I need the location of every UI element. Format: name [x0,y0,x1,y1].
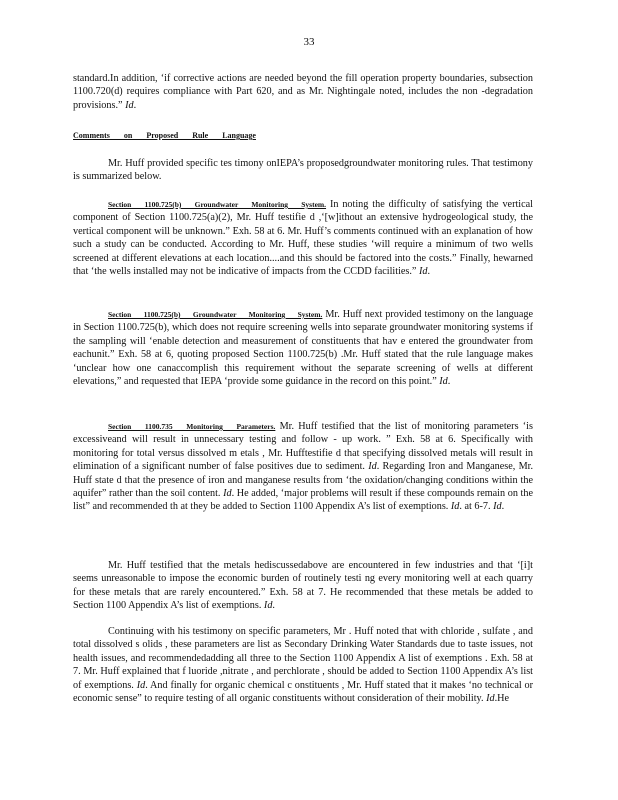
monitoring-parameters-text-1: Mr. Huff testified that the list of monitoring parameters ‘is excessiveand will result in unnecessary testing and follow - up work. ” Exh. 58 at 6. Specifically with monitoring for total versus dissolved m etals , Mr. Hufftestifie d that specifying dissolved metals will result in elimination of a significant number of false positives due to sediment. [73,421,533,473]
monitoring-parameters-text-3: . He added, ‘major problems will result if these compounds remain on the list” and recommended th at they be added to Section 1100 Appendix A’s list of exemptions. [73,488,533,513]
groundwater-system-tail: . [447,376,451,388]
continuing-text-3: .He [494,693,509,705]
testimony-summary-paragraph: Mr. Huff provided specific tes timony onIEPA’s proposedgroundwater monitoring rules. That testimony is summarized below. [73,158,533,183]
continuing-text-2: . And finally for organic chemical c onstituents , Mr. Huff stated that it makes ‘no technical or economic sense” to require testing of all organic constituents without consideration of their mobility. [73,679,534,705]
intro-citation: Id [125,99,134,111]
monitoring-parameters-citation-1: Id [368,461,377,473]
intro-tail: . [133,99,137,111]
groundwater-monitoring-paragraph [73,198,533,278]
continuing-citation-2: Id [486,693,495,705]
metals-text: Mr. Huff testified that the metals hediscussedabove are encountered in few industries and that ‘[i]t seems unreasonable to impose the economic burden of routinely testi ng every monitoring well at each quarry for these metals that are rarely encountered.” Exh. 58 at 7. He recommended that these metals be added to Section 1100 Appendix A’s list of exemptions. [73,560,533,612]
groundwater-monitoring-text: In noting the difficulty of satisfying the vertical component of Section 1100.725(a)(2), Mr. Huff testifie d ,‘[w]ithout an extensive hydrogeological study, the vertical component will be unknown.” Exh. 58 at 6. Mr. Huff’s comments continued with an explanation of how such a study can be conducted. According to Mr. Huff, these studies ‘will require a minimum of two wells screened at different elevations at each location....and this should be factored into the costs.” Finally, hewarned that ‘the wells installed may not be indicative of impacts from the CCDD facilities.” [73,199,534,278]
continuing-citation-1: Id [136,679,146,691]
page-number: 33 [303,36,315,48]
section-title-groundwater-system: Section 1100.725(b) Groundwater Monitoring System. [108,310,323,319]
groundwater-system-text: Mr. Huff next provided testimony on the language in Section 1100.725(b), which does not require screening wells into separate groundwater monitoring systems if the sampling will ‘enable detection and measurement of constituents that hav e entered the groundwater from eachunit.” Exh. 58 at 6, quoting proposed Section 1100.725(b) .Mr. Huff stated that the rule language makes ‘unclear how one canaccomplish this requirement without the separate screening of wells at different elevations,” and requested that IEPA ‘provide some guidance in the record on this point.” [73,309,534,388]
section-title-groundwater-monitoring: Section 1100.725(b) Groundwater Monitoring System. [108,200,327,209]
groundwater-system-paragraph [73,308,533,388]
monitoring-parameters-text-2: . Regarding Iron and Manganese, Mr. Huff state d that the presence of iron and manganese results from ‘the oxidation/changing conditions within the aquifer” rather than the soil content. [73,461,534,500]
intro-paragraph [73,72,533,112]
groundwater-monitoring-citation: Id [419,266,428,278]
section-title-monitoring-parameters: Section 1100.735 Monitoring Parameters. [108,422,276,431]
monitoring-parameters-citation-2: Id [223,488,232,500]
metals-paragraph [73,559,533,613]
monitoring-parameters-citation-3: Id [450,501,460,513]
intro-text: standard.In addition, ‘if corrective actions are needed beyond the fill operation property boundaries, subsection 1100.720(d) requires compliance with Part 620, and as Mr. Nightingale noted, includes the non -degradation provisions.” [73,73,533,111]
groundwater-system-citation: Id [439,376,448,388]
metals-tail: . [272,600,275,612]
groundwater-monitoring-tail: . [427,266,431,278]
section-heading-comments: Comments on Proposed Rule Language [73,131,256,140]
continuing-text-1: Continuing with his testimony on specific parameters, Mr . Huff noted that with chloride , sulfate , and total dissolved s olids , these parameters are list as Secondary Drinking Water Standards due to taste issues, not health issues, and recommendedadding all three to the Section 1100 Appendix A list of exemptions . Exh. 58 at 7. Mr. Huff explained that f luoride ,nitrate , and perchlorate , should be added to Section 1100 Appendix A’s list of exemptions. [73,626,533,691]
metals-citation: Id [263,600,273,612]
monitoring-parameters-paragraph [73,420,533,514]
continuing-testimony-paragraph [73,625,533,705]
monitoring-parameters-text-4: . at 6-7. [459,501,491,513]
monitoring-parameters-citation-4: Id [493,501,502,513]
monitoring-parameters-tail: . [501,501,505,513]
